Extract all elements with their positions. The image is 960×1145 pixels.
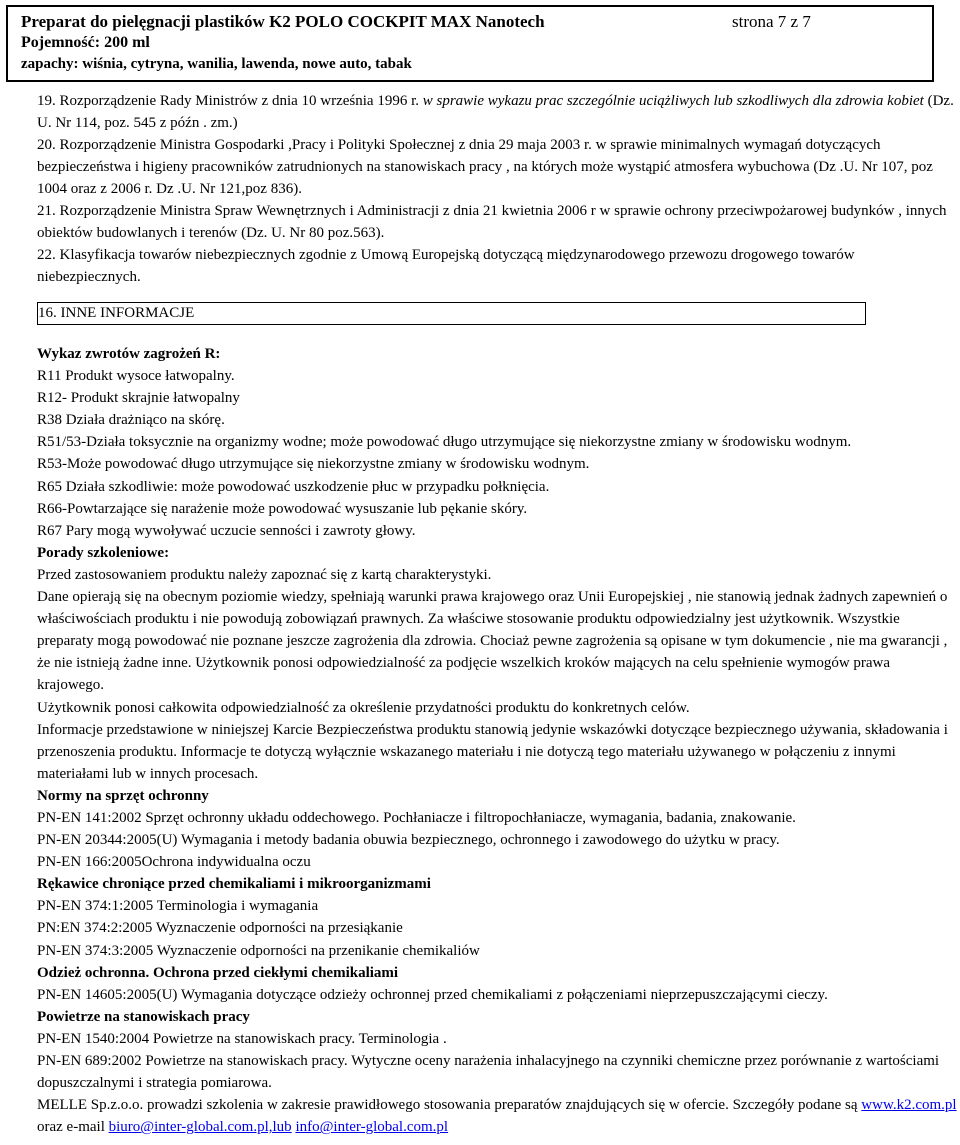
ppe-standard: PN-EN 141:2002 Sprzęt ochronny układu oddechowego. Pochłaniacze i filtropochłaniacze, wymagania, badania, znakowanie. [37, 809, 796, 826]
training-contact-paragraph: MELLE Sp.z.o.o. prowadzi szkolenia w zakresie prawidłowego stosowania preparatów znajdujących się w ofercie. Szczegóły podane są www.k2.com.pl oraz e-mail biuro@inter-global.com.pl,lub info@inter-global.com.pl [37, 1097, 957, 1136]
product-capacity: Pojemność: 200 ml [21, 34, 150, 51]
regulation-22: 22. Klasyfikacja towarów niebezpiecznych zgodnie z Umową Europejską dotyczącą międzynarodowego przewozu drogowego towarów niebezpiecznych. [37, 247, 855, 285]
training-paragraph: Informacje przedstawione w niniejszej Karcie Bezpieczeństwa produktu stanowią jedynie wskazówki dotyczące bezpiecznego używania, składowania i przenoszenia produktu. Informacje te dotyczą wyłącznie wskazanego materiału i nie dotyczą tego materiału używanego w połączeniu z innymi materiałami lub w innych procesach. [37, 721, 948, 782]
gloves-standard: PN-EN 374:3:2005 Wyznaczenie odporności na przenikanie chemikaliów [37, 942, 480, 959]
email-link-info[interactable]: info@inter-global.com.pl [295, 1119, 449, 1136]
product-scents: zapachy: wiśnia, cytryna, wanilia, lawenda, nowe auto, tabak [21, 56, 412, 72]
training-paragraph: Przed zastosowaniem produktu należy zapoznać się z kartą charakterystyki. [37, 566, 492, 583]
section-16-heading [37, 302, 866, 325]
air-standard: PN-EN 1540:2004 Powietrze na stanowiskach pracy. Terminologia . [37, 1030, 447, 1047]
section-16-title: 16. INNE INFORMACJE [38, 305, 195, 321]
air-standard: PN-EN 689:2002 Powietrze na stanowiskach pracy. Wytyczne oceny narażenia inhalacyjnego na czynniki chemiczne przez porównanie z wartościami dopuszczalnymi i strategia pomiarowa. [37, 1053, 940, 1092]
regulation-20: 20. Rozporządzenie Ministra Gospodarki ,Pracy i Polityki Społecznej z dnia 29 maja 2003 r. w sprawie minimalnych wymagań dotyczących bezpieczeństwa i higieny pracowników zatrudnionych na stanowiskach pracy , na których może wystąpić atmosfera wybuchowa (Dz .U. Nr 107, poz 1004 oraz z 2006 r. Dz .U. Nr 121,poz 836). [37, 137, 933, 197]
risk-phrase: R53-Może powodować długo utrzymujące się niekorzystne zmiany w środowisku wodnym. [37, 456, 590, 473]
document-header [6, 5, 934, 82]
regulations-list [37, 90, 955, 288]
regulation-21: 21. Rozporządzenie Ministra Spraw Wewnętrznych i Administracji z dnia 21 kwietnia 2006 r w sprawie ochrony przeciwpożarowej budynków , innych obiektów budowlanych i terenów (Dz. U. Nr 80 poz.563). [37, 203, 947, 241]
training-heading: Porady szkoleniowe: [37, 544, 170, 561]
regulation-19: 19. Rozporządzenie Rady Ministrów z dnia 10 września 1996 r. w sprawie wykazu prac szczególnie uciążliwych lub szkodliwych dla zdrowia kobiet (Dz. U. Nr 114, poz. 545 z późn . zm.) [37, 93, 954, 131]
risk-phrase: R67 Pary mogą wywoływać uczucie senności i zawroty głowy. [37, 522, 416, 539]
website-link[interactable]: www.k2.com.pl [861, 1097, 957, 1114]
ppe-standard: PN-EN 166:2005Ochrona indywidualna oczu [37, 854, 311, 871]
clothing-heading: Odzież ochronna. Ochrona przed ciekłymi chemikaliami [37, 964, 399, 981]
workplace-air-heading: Powietrze na stanowiskach pracy [37, 1008, 250, 1025]
gloves-standard: PN:EN 374:2:2005 Wyznaczenie odporności na przesiąkanie [37, 920, 403, 937]
risk-phrase: R65 Działa szkodliwie: może powodować uszkodzenie płuc w przypadku połknięcia. [37, 478, 550, 495]
gloves-standard: PN-EN 374:1:2005 Terminologia i wymagania [37, 898, 319, 915]
risk-phrases-heading: Wykaz zwrotów zagrożeń R: [37, 346, 221, 362]
risk-phrase: R12- Produkt skrajnie łatwopalny [37, 390, 240, 407]
ppe-standards-heading: Normy na sprzęt ochronny [37, 787, 209, 804]
ppe-standard: PN-EN 20344:2005(U) Wymagania i metody badania obuwia bezpiecznego, ochronnego i zawodowego do użytku w pracy. [37, 832, 780, 849]
document-title: Preparat do pielęgnacji plastików K2 POLO COCKPIT MAX Nanotech [21, 12, 545, 31]
risk-phrase: R66-Powtarzające się narażenie może powodować wysuszanie lub pękanie skóry. [37, 500, 528, 517]
training-paragraph: Dane opierają się na obecnym poziomie wiedzy, spełniają warunki prawa krajowego oraz Unii Europejskiej , nie stanowią jednak żadnych zapewnień o właściwościach produktu i nie powodują zobowiązań prawnych. Za właściwe stosowanie produktu odpowiedzialny jest użytkownik. Wszystkie preparaty mogą powodować nie poznane jeszcze zagrożenia dla zdrowia. Chociaż pewne zagrożenia są opisane w tym dokumencie , nie ma gwarancji , że nie istnieją żadne inne. Użytkownik ponosi odpowiedzialność za podjęcie wszelkich kroków mających na celu spełnienie wymogów prawa krajowego. [37, 589, 948, 694]
page-number: strona 7 z 7 [732, 12, 811, 31]
risk-phrase: R51/53-Działa toksycznie na organizmy wodne; może powodować długo utrzymujące się niekorzystne zmiany w środowisku wodnym. [37, 434, 852, 451]
training-paragraph: Użytkownik ponosi całkowita odpowiedzialność za określenie przydatności produktu do konkretnych celów. [37, 699, 690, 716]
risk-phrase: R38 Działa drażniąco na skórę. [37, 412, 225, 429]
risk-phrase: R11 Produkt wysoce łatwopalny. [37, 368, 235, 385]
gloves-heading: Rękawice chroniące przed chemikaliami i mikroorganizmami [37, 876, 431, 893]
other-information [37, 343, 959, 1138]
clothing-standard: PN-EN 14605:2005(U) Wymagania dotyczące odzieży ochronnej przed chemikaliami z połączeniami nieprzepuszczającymi cieczy. [37, 986, 828, 1003]
email-link-biuro[interactable]: biuro@inter-global.com.pl,lub [108, 1119, 292, 1136]
